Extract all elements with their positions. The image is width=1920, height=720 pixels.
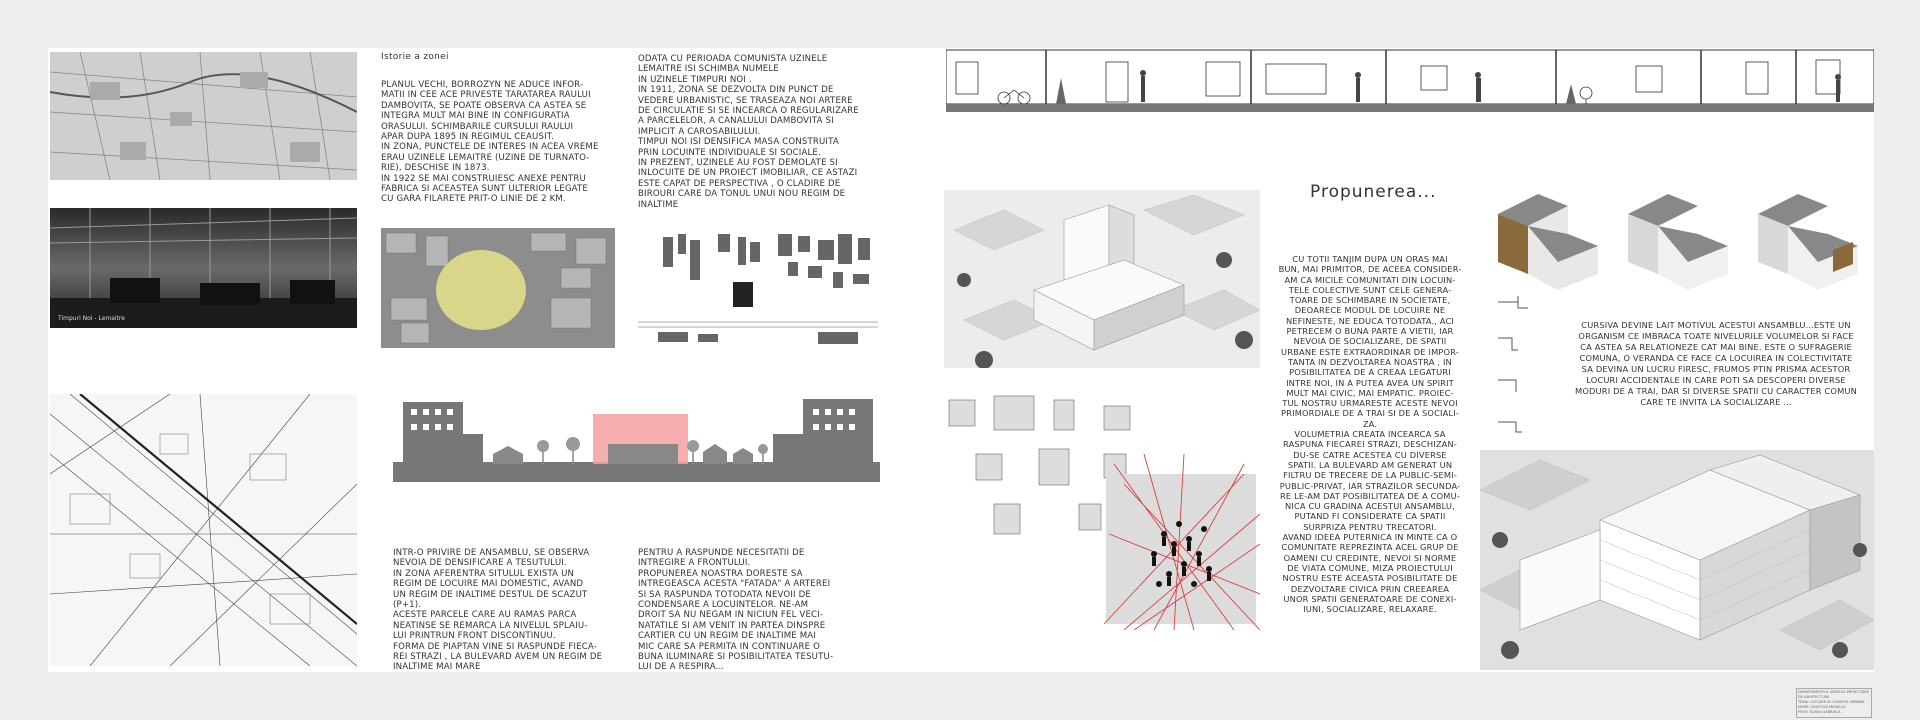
title-block-line-3: NUME: SANTOSII MIHAELA [1798,705,1846,709]
axonometric-view-proposal [1480,450,1874,670]
axonometric-view-context [944,190,1260,368]
photo-caption: Timpuri Noi - Lemaitre [58,315,125,322]
aerial-site-map [381,228,615,348]
proposal-text: CU TOTII TANJIM DUPA UN ORAS MAI BUN, MAI PRIMITOR, DE ACEEA CONSIDER- AM CA MICILE COMUNITATI DIN LOCUIN- TELE COLECTIVE SUNT CELE GENERA- TOARE DE SCHIMBARE IN SOCIETATE, DEOARECE MODUL DE LOCUIRE NE NEFINESTE, NE EDUCA TOTODATA., ACI PETRECEM O BUNA PARTE A VIETII, IAR NEVOIA DE SOCIALIZARE, DE SPATII URBANE ESTE EXTRAORDINAR DE IMPOR- TANTA IN DEZVOLTAREA NOASTRA , IN POSIBILITATEA DE A CREAA LEGATURI INTRE NOI, IN A PUTEA AVEA UN SPIRIT MULT MAI CIVIC, MAI EMPATIC. PROIEC- TUL NOSTRU URMARESTE ACESTE NEVOI PRIMORDIALE DE A TRAI SI DE A SOCIALI- ZA. VOLUMETRIA CREATA INCEARCA SA RASPUNA FIECAREI STRAZI, DESCHIZAN- DU-SE CATRE ACESTEA CU DIVERSE SPATII. LA BULEVARD AM GENERAT UN FILTRU DE TRECERE DE LA PUBLIC-SEMI- PUBLIC-PRIVAT, IAR STRAZILOR SECUNDA- RE LE-AM DAT POSIBILITATEA DE A COMU- NICA CU GRADINA ACESTUI ANSAMBLU, PUTAND FI CONSIDERATE CA SPATII SURPRIZA PENTRU TRECATORI. AVAND IDEEA PUTERNICA IN MINTE CA O COMUNITATE REPREZINTA ACEL GRUP DE OAMENI CU CREDINTE, NEVOI SI NORME DE VIATA COMUNE, MIZA PROIECTULUI NOSTRU ESTE ACEASTA POSIBILITATE DE DEZVOLTARE CIVICA PRIN CREEAREA UNOR SPATII GENERATOARE DE CONEXI- IUNI, SOCIALIZARE, RELAXARE. [1278,254,1462,615]
massing-studies [1478,174,1874,294]
figure-ground-plan [638,232,878,348]
presentation-board [48,48,1874,714]
building-section-strip [946,48,1874,118]
history-text-1: PLANUL VECHI, BORROZYN NE ADUCE INFOR- MATII IN CEE ACE PRIVESTE TARATAREA RAULUI DAMBOVITA, SE POATE OBSERVA CA ASTEA SE INTEGRA MULT MAI BINE IN CONFIGURATIA ORASULUI. SCHIMBARILE CURSULUI RAULUI APAR DUPA 1895 IN REGIMUL CEAUSIT. IN ZONA, PUNCTELE DE INTERES IN ACEA VREME ERAU UZINELE LEMAITRE (UZINE DE TURNATO- RIE), DESCHISE IN 1873. IN 1922 SE MAI CONSTRUIESC ANEXE PENTRU FABRICA SI ACEASTEA SUNT ULTERIOR LEGATE CU GARA FILARETE PRIT-O LINIE DE 2 KM. [381,80,599,205]
history-title: Istorie a zonei [381,52,449,62]
veranda-text: CURSIVA DEVINE LAIT MOTIVUL ACESTUI ANSAMBLU...ESTE UN ORGANISM CE IMBRACA TOATE NIVELURILE VOLUMELOR SI FACE CA ASTEA SA RELATIONEZE CAT MAI BINE. ESTE O SUFRAGERIE COMUNA, O VERANDA CE FACE CA LOCUIREA IN COLECTIVITATE SA DEVINA UN LUCRU FIRESC, FRUMOS PTIN PRISMA ACESTOR LOCURI ACCIDENTALE IN CARE POTI SA DESCOPERI DIVERSE MODURI DE A TRAI, DAR SI DIVERSE SPATII CU CARACTER COMUN CARE TE INVITA LA SOCIALIZARE ... [1575,320,1857,407]
community-collage [944,394,1260,630]
title-block [1796,688,1872,718]
title-block-line-2: TEMA: LOCUIRE IN CONDITII URBANE [1798,700,1865,704]
street-elevation [393,394,880,494]
history-text-2: ODATA CU PERIOADA COMUNISTA UZINELE LEMAITRE ISI SCHIMBA NUMELE IN UZINELE TIMPURI NOI . IN 1911, ZONA SE DEZVOLTA DIN PUNCT DE VEDERE URBANISTIC, SE TRASEAZA NOI ARTERE DE CIRCULATIE SI SE INCEARCA O REGULARIZARE A PARCELELOR, A CANALULUI DAMBOVITA SI IMPLICIT A CAROSABILULUI. TIMPUI NOI ISI DENSIFICA MASA CONSTRUITA PRIN LOCUINTE INDIVIDUALE SI SOCIALE. IN PREZENT, UZINELE AU FOST DEMOLATE SI INLOCUITE DE UN PROIECT IMOBILIAR, CE ASTAZI ESTE CAPAT DE PERSPECTIVA , O CLADIRE DE BIROURI CARE DA TONUL UNUI NOU REGIM DE INALTIME [638,54,859,210]
context-text-2: PENTRU A RASPUNDE NECESITATII DE INTREGIRE A FRONTULUI. PROPUNEREA NOASTRA DORESTE SA INTREGEASCA ACESTA "FATADA" A ARTEREI SI SA RASPUNDA TOTODATA NEVOII DE CONDENSARE A LOCUINTELOR. NE-AM DROIT SA NU NEGAM IN NICIUN FEL VECI- NATATILE SI AM VENIT IN PARTEA DINSPRE CARTIER CU UN REGIM DE INALTIME MAI MIC CARE SA PERMITA IN CONTINUARE O BUNA ILUMINARE SI POSIBILITATEA TESUTU- LUI DE A RESPIRA... [638,548,834,673]
historic-map-borrozyn [50,52,357,180]
title-block-line-1: DEPARTAMENTUL SINTEZA PROIECTARE DE ARHITECTURA [1798,690,1870,699]
mass-1 [1498,194,1598,290]
context-text-1: INTR-O PRIVIRE DE ANSAMBLU, SE OBSERVA NEVOIA DE DENSIFICARE A TESUTULUI. IN ZONA AFERENTRA SITULUL EXISTA UN REGIM DE LOCUIRE MAI DOMESTIC, AVAND UN REGIM DE INALTIME DESTUL DE SCAZUT (P+1). ACESTE PARCELE CARE AU RAMAS PARCA NEATINSE SE REMARCA LA NIVELUL SPLAIU- LUI PRINTRUN FRONT DISCONTINUU. FORMA DE PIAPTAN VINE SI RASPUNDE FIECA- REI STRAZI , LA BULEVARD AVEM UN REGIM DE INALTIME MAI MARE [393,548,603,673]
proposal-title: Propunerea... [1310,182,1437,202]
cadastral-map [50,394,357,666]
site-highlight [436,250,526,330]
title-block-line-4: PROF: ELENA GABRIELA [1798,710,1841,714]
historic-factory-photo [50,208,357,328]
